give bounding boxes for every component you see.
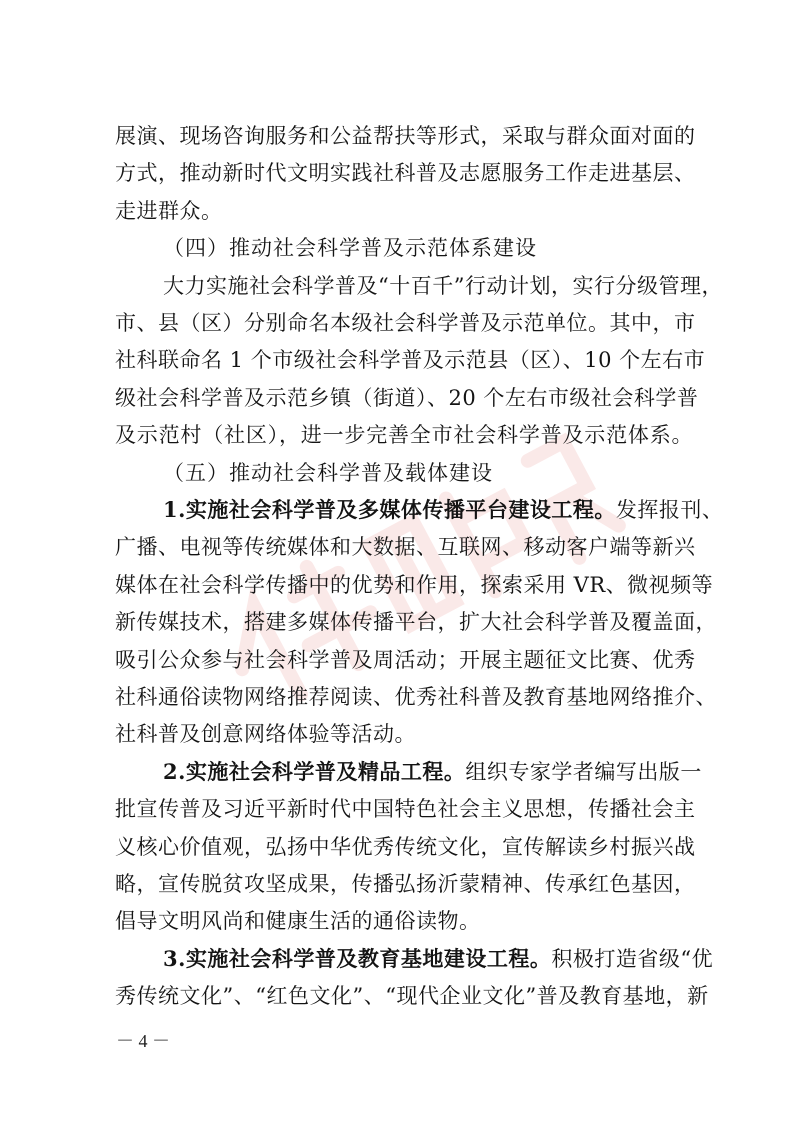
body-line: 社科通俗读物网络推荐阅读、优秀社科普及教育基地网络推介、	[115, 685, 717, 709]
body-line: 级社会科学普及示范乡镇（街道）、20 个左右市级社会科学普	[115, 385, 699, 410]
body-text: 组织专家学者编写出版一	[465, 759, 702, 784]
body-text: 积极打造省级“优	[551, 946, 714, 971]
subsection-title: 2.实施社会科学普及精品工程。	[163, 758, 466, 784]
body-line: 展演、现场咨询服务和公益帮扶等形式，采取与群众面对面的	[115, 124, 696, 148]
subsection-line	[163, 944, 714, 974]
subsection-line	[163, 757, 702, 787]
section-heading: （四）推动社会科学普及示范体系建设	[163, 236, 537, 261]
section-heading: （五）推动社会科学普及载体建设	[163, 460, 493, 485]
body-line: 大力实施社会科学普及“十百千”行动计划，实行分级管理，	[163, 273, 723, 298]
body-line: 社科普及创意网络体验等活动。	[115, 722, 416, 747]
body-line: 社科联命名 1 个市级社会科学普及示范县（区）、10 个左右市	[115, 348, 706, 373]
body-line: 倡导文明风尚和健康生活的通俗读物。	[115, 909, 481, 934]
body-line: 吸引公众参与社会科学普及周活动；开展主题征文比赛、优秀	[115, 647, 696, 672]
body-line: 市、县（区）分别命名本级社会科学普及示范单位。其中，市	[115, 311, 696, 335]
body-line: 新传媒技术，搭建多媒体传播平台，扩大社会科学普及覆盖面，	[115, 610, 717, 635]
body-line: 义核心价值观，弘扬中华优秀传统文化，宣传解读乡村振兴战	[115, 834, 696, 859]
subsection-title: 3.实施社会科学普及教育基地建设工程。	[163, 945, 552, 971]
body-line: 广播、电视等传统媒体和大数据、互联网、移动客户端等新兴	[115, 535, 696, 560]
page-number: － 4 －	[116, 1031, 170, 1051]
body-line: 秀传统文化”、“红色文化”、“现代企业文化”普及教育基地，新	[115, 984, 709, 1009]
body-line: 批宣传普及习近平新时代中国特色社会主义思想，传播社会主	[115, 797, 696, 822]
body-line: 略，宣传脱贫攻坚成果，传播弘扬沂蒙精神、传承红色基因，	[115, 872, 696, 896]
body-line: 媒体在社会科学传播中的优势和作用，探索采用 VR、微视频等	[115, 572, 714, 597]
body-line: 方式，推动新时代文明实践社科普及志愿服务工作走进基层、	[115, 161, 696, 186]
body-line: 及示范村（社区），进一步完善全市社会科学普及示范体系。	[115, 423, 693, 448]
subsection-title: 1.实施社会科学普及多媒体传播平台建设工程。	[163, 497, 616, 522]
body-text: 发挥报刊、	[615, 498, 724, 522]
subsection-line	[163, 495, 724, 525]
body-line: 走进群众。	[115, 198, 223, 223]
